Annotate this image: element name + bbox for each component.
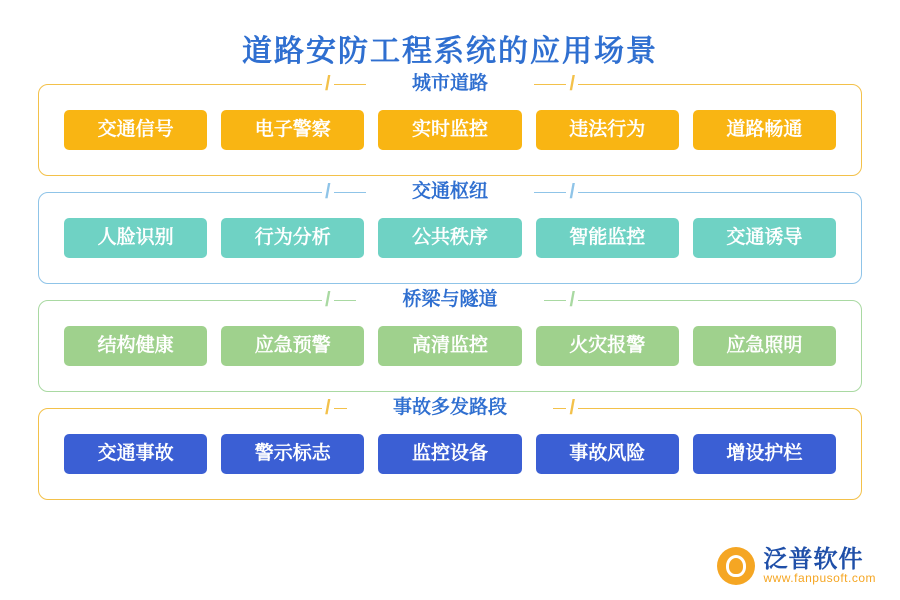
logo-url: www.fanpusoft.com (763, 571, 876, 586)
chip-item[interactable]: 实时监控 (378, 110, 521, 150)
chip-item[interactable]: 道路畅通 (693, 110, 836, 150)
chip-item[interactable]: 应急预警 (221, 326, 364, 366)
section-bridge-tunnel (38, 289, 862, 392)
sections-container (0, 73, 900, 500)
section-accident-prone (38, 397, 862, 500)
chip-item[interactable]: 高清监控 (378, 326, 521, 366)
chip-item[interactable]: 事故风险 (536, 434, 679, 474)
slash-decor-left: / (322, 396, 334, 420)
logo-text (763, 547, 876, 585)
section-city-road (38, 73, 862, 176)
slash-decor-left: / (322, 180, 334, 204)
section-title-city-road (39, 71, 861, 97)
slash-decor-right: / (566, 180, 578, 204)
section-title-bridge-tunnel (39, 287, 861, 313)
section-items (39, 409, 861, 499)
chip-item[interactable]: 监控设备 (378, 434, 521, 474)
section-transport-hub (38, 181, 862, 284)
chip-item[interactable]: 人脸识别 (64, 218, 207, 258)
section-title-transport-hub (39, 179, 861, 205)
chip-item[interactable]: 电子警察 (221, 110, 364, 150)
slash-decor-right: / (566, 72, 578, 96)
section-title-label: 桥梁与隧道 (356, 287, 543, 313)
chip-item[interactable]: 增设护栏 (693, 434, 836, 474)
chip-item[interactable]: 公共秩序 (378, 218, 521, 258)
chip-item[interactable]: 警示标志 (221, 434, 364, 474)
section-title-label: 交通枢纽 (366, 179, 534, 205)
chip-item[interactable]: 交通诱导 (693, 218, 836, 258)
chip-item[interactable]: 智能监控 (536, 218, 679, 258)
section-items (39, 193, 861, 283)
chip-item[interactable]: 交通事故 (64, 434, 207, 474)
chip-item[interactable]: 火灾报警 (536, 326, 679, 366)
section-title-accident-prone (39, 395, 861, 421)
chip-item[interactable]: 结构健康 (64, 326, 207, 366)
slash-decor-left: / (322, 288, 334, 312)
chip-item[interactable]: 违法行为 (536, 110, 679, 150)
logo-mark-icon (717, 547, 755, 585)
logo-name: 泛普软件 (763, 546, 864, 574)
chip-item[interactable]: 应急照明 (693, 326, 836, 366)
section-title-label: 事故多发路段 (347, 395, 553, 421)
page-title: 道路安防工程系统的应用场景 (242, 35, 658, 68)
slash-decor-right: / (566, 396, 578, 420)
chip-item[interactable]: 行为分析 (221, 218, 364, 258)
slash-decor-left: / (322, 72, 334, 96)
slash-decor-right: / (566, 288, 578, 312)
section-title-label: 城市道路 (366, 71, 534, 97)
section-items (39, 301, 861, 391)
chip-item[interactable]: 交通信号 (64, 110, 207, 150)
brand-logo (717, 544, 876, 588)
section-items (39, 85, 861, 175)
